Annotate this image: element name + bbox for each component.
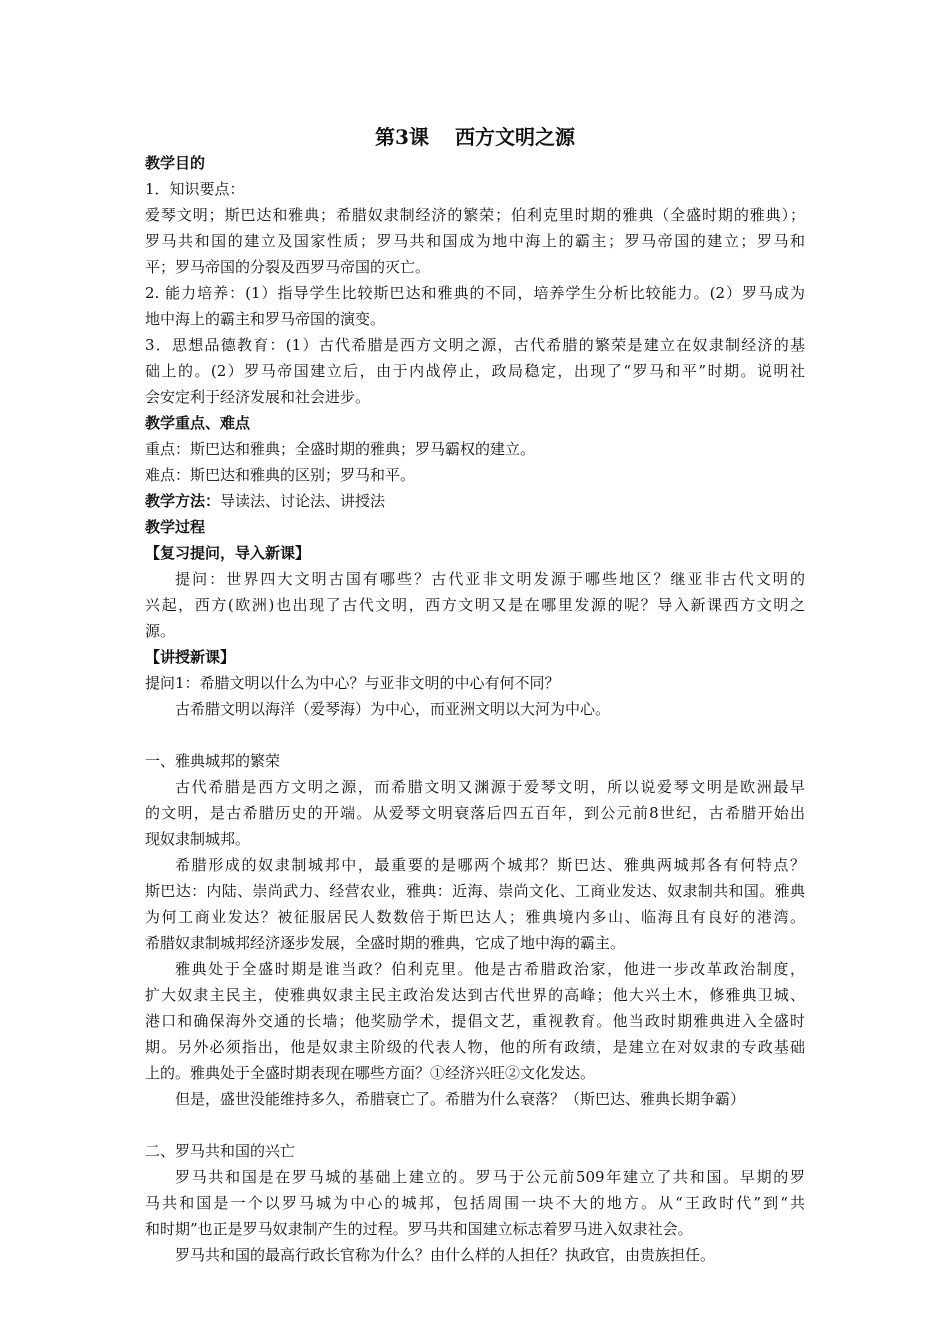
key-point-line: 重点：斯巴达和雅典；全盛时期的雅典；罗马霸权的建立。 — [145, 440, 536, 458]
heading-method: 教学方法： — [145, 492, 221, 510]
lesson-title — [0, 122, 950, 152]
ability-line: 2. 能力培养：(1）指导学生比较斯巴达和雅典的不同，培养学生分析比较能力。(2）罗马成为 — [145, 284, 805, 302]
paragraph-line: 希腊形成的奴隶制城邦中，最重要的是哪两个城邦？斯巴达、雅典两城邦各有何特点？ — [175, 856, 805, 874]
paragraph-line: 扩大奴隶主民主，使雅典奴隶主民主政治发达到古代世界的高峰；他大兴土木，修雅典卫城、 — [145, 986, 805, 1004]
question-line: 提问1：希腊文明以什么为中心？与亚非文明的中心有何不同？ — [145, 674, 560, 692]
paragraph-line: 上的。雅典处于全盛时期表现在哪些方面？①经济兴旺②文化发达。 — [145, 1064, 596, 1082]
paragraph-line: 希腊奴隶制城邦经济逐步发展，全盛时期的雅典，它成了地中海的霸主。 — [145, 934, 626, 952]
review-line: 提问：世界四大文明古国有哪些？古代亚非文明发源于哪些地区？继亚非古代文明的 — [175, 570, 805, 588]
paragraph-line: 现奴隶制城邦。 — [145, 830, 251, 848]
paragraph-line: 但是，盛世没能维持多久，希腊衰亡了。希腊为什么衰落？（斯巴达、雅典长期争霸） — [175, 1090, 746, 1108]
heading-new-lesson: 【讲授新课】 — [145, 648, 236, 666]
lesson-name: 西方文明之源 — [454, 125, 575, 149]
lesson-number: 第3课 — [375, 125, 429, 149]
heading-review: 【复习提问，导入新课】 — [145, 544, 311, 562]
section-heading-rome: 二、罗马共和国的兴亡 — [145, 1142, 296, 1160]
paragraph-line: 罗马共和国的最高行政长官称为什么？由什么样的人担任？执政官，由贵族担任。 — [175, 1246, 716, 1264]
ability-line: 地中海上的霸主和罗马帝国的演变。 — [145, 310, 386, 328]
paragraph-line: 雅典处于全盛时期是谁当政？伯利克里。他是古希腊政治家，他进一步改革政治制度， — [175, 960, 805, 978]
heading-process: 教学过程 — [145, 518, 206, 536]
moral-line: 3．思想品德教育：(1）古代希腊是西方文明之源，古代希腊的繁荣是建立在奴隶制经济的基 — [145, 336, 805, 354]
paragraph-line: 的文明，是古希腊历史的开端。从爱琴文明衰落后四五百年，到公元前8世纪，古希腊开始出 — [145, 804, 805, 822]
method-text: 导读法、讨论法、讲授法 — [220, 492, 386, 510]
paragraph-line: 马共和国是一个以罗马城为中心的城邦，包括周围一块不大的地方。从“王政时代”到“共 — [145, 1194, 805, 1212]
section-heading-athens: 一、雅典城邦的繁荣 — [145, 752, 281, 770]
paragraph-line: 港口和确保海外交通的长墙；他奖励学术，提倡文艺，重视教育。他当政时期雅典进入全盛时 — [145, 1012, 805, 1030]
knowledge-line: 罗马共和国的建立及国家性质；罗马共和国成为地中海上的霸主；罗马帝国的建立；罗马和 — [145, 232, 805, 250]
moral-line: 础上的。(2）罗马帝国建立后，由于内战停止，政局稳定，出现了“罗马和平”时期。说明社 — [145, 362, 805, 380]
method-line — [145, 488, 805, 514]
moral-line: 会安定利于经济发展和社会进步。 — [145, 388, 371, 406]
heading-teaching-goal: 教学目的 — [145, 154, 206, 172]
paragraph-line: 期。另外必须指出，他是奴隶主阶级的代表人物，他的所有政绩，是建立在对奴隶的专政基础 — [145, 1038, 805, 1056]
difficulty-line: 难点：斯巴达和雅典的区别；罗马和平。 — [145, 466, 416, 484]
document-body — [145, 150, 805, 1268]
paragraph-line: 和时期”也正是罗马奴隶制产生的过程。罗马共和国建立标志着罗马进入奴隶社会。 — [145, 1220, 693, 1238]
paragraph-line: 古代希腊是西方文明之源，而希腊文明又渊源于爱琴文明，所以说爱琴文明是欧洲最早 — [175, 778, 805, 796]
review-line: 源。 — [145, 622, 176, 640]
review-line: 兴起，西方(欧洲)也出现了古代文明，西方文明又是在哪里发源的呢？导入新课西方文明之 — [145, 596, 805, 614]
knowledge-points-label: 1．知识要点： — [145, 180, 245, 198]
knowledge-line: 爱琴文明；斯巴达和雅典；希腊奴隶制经济的繁荣；伯利克里时期的雅典（全盛时期的雅典）； — [145, 206, 805, 224]
paragraph-line: 为何工商业发达？被征服居民人数数倍于斯巴达人；雅典境内多山、临海且有良好的港湾。 — [145, 908, 805, 926]
paragraph-line: 罗马共和国是在罗马城的基础上建立的。罗马于公元前509年建立了共和国。早期的罗 — [175, 1168, 805, 1186]
paragraph-line: 斯巴达：内陆、崇尚武力、经营农业，雅典：近海、崇尚文化、工商业发达、奴隶制共和国。雅典 — [145, 882, 805, 900]
answer-line: 古希腊文明以海洋（爱琴海）为中心，而亚洲文明以大河为中心。 — [175, 700, 611, 718]
knowledge-line: 平；罗马帝国的分裂及西罗马帝国的灭亡。 — [145, 258, 431, 276]
heading-key-points: 教学重点、难点 — [145, 414, 251, 432]
